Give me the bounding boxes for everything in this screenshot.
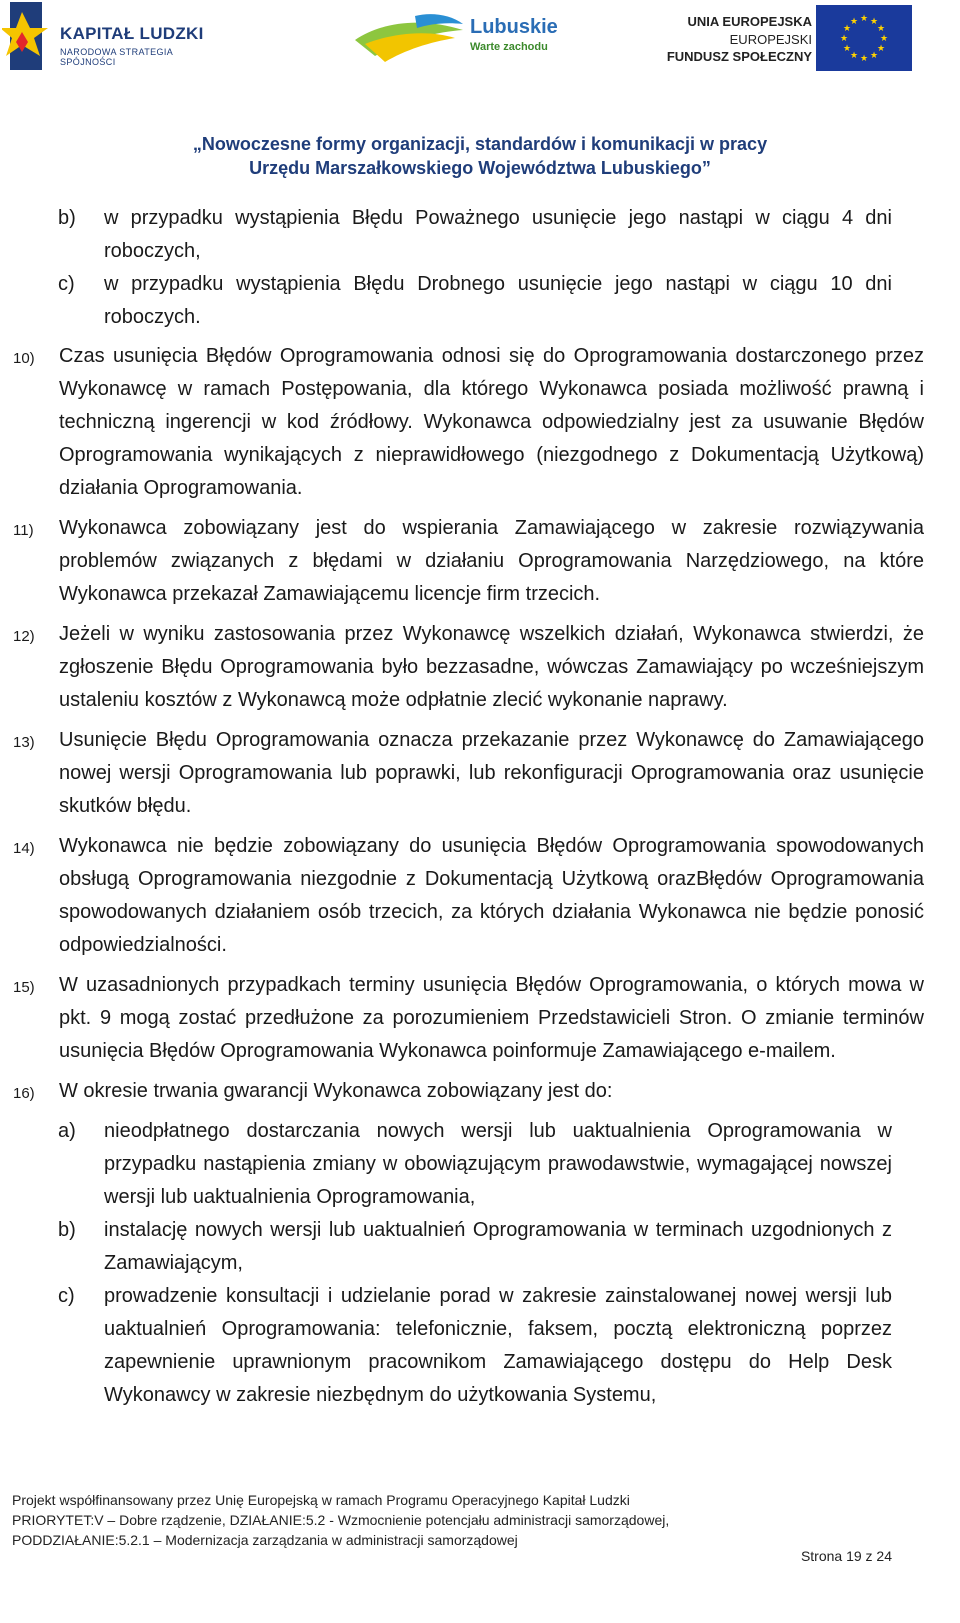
list-item: [0, 969, 960, 1068]
svg-text:★: ★: [859, 54, 869, 64]
svg-text:★: ★: [842, 24, 852, 34]
sublist-letter: b): [58, 207, 76, 229]
kapital-ludzki-logo: [2, 2, 212, 76]
list-item: [0, 1075, 960, 1108]
list-item-text: Jeżeli w wyniku zastosowania przez Wykonawcę wszelkich działań, Wykonawca stwierdzi, że zgłoszenie Błędu Oprogramowania było bezzasadne, wówczas Zamawiający po wcześniejszym ustaleniu kosztów z Wykonawcą może odpłatnie zlecić wykonanie naprawy.: [59, 623, 924, 711]
svg-text:★: ★: [842, 44, 852, 54]
list-item-number: 11): [13, 522, 34, 539]
list-item-text: W uzasadnionych przypadkach terminy usunięcia Błędów Oprogramowania, o których mowa w pkt. 9 mogą zostać przedłużone za porozumieniem Przedstawicieli Stron. O zmianie terminów usunięcia Błędów Oprogramowania Wykonawca poinformuje Zamawiającego e-mailem.: [59, 974, 924, 1062]
eu-line-2: EUROPEJSKI: [729, 32, 812, 47]
sublist-text: w przypadku wystąpienia Błędu Poważnego usunięcie jego nastąpi w ciągu 4 dni roboczych,: [104, 207, 892, 262]
svg-text:★: ★: [849, 17, 859, 27]
page-footer: [12, 1490, 942, 1550]
footer-line-2: PRIORYTET:V – Dobre rządzenie, DZIAŁANIE:5.2 - Wzmocnienie potencjału administracji samorządowej,: [12, 1512, 670, 1528]
svg-text:★: ★: [839, 34, 849, 44]
lubuskie-tagline: Warte zachodu: [470, 41, 548, 53]
svg-text:★: ★: [876, 44, 886, 54]
list-item-number: 14): [13, 840, 35, 857]
lubuskie-logo: [355, 10, 565, 74]
sublist-text: nieodpłatnego dostarczania nowych wersji lub uaktualnienia Oprogramowania w przypadku nastąpienia zmiany w obowiązującym prawodawstwie, wymagającej nowszej wersji lub uaktualnienia Oprogramowania,: [104, 1120, 892, 1208]
list-item-number: 15): [13, 979, 35, 996]
eu-line-3: FUNDUSZ SPOŁECZNY: [666, 49, 812, 64]
page-header: [0, 0, 960, 80]
list-item-text: Czas usunięcia Błędów Oprogramowania odnosi się do Oprogramowania dostarczonego przez Wykonawcę w ramach Postępowania, dla którego Wykonawca posiada możliwość prawną i techniczną ingerencji w kod źródłowy. Wykonawca odpowiedzialny jest za usuwanie Błędów Oprogramowania wynikających z nieprawidłowego (niezgodnego z Dokumentacją Użytkową) działania Oprogramowania.: [59, 345, 924, 499]
sublist-letter: b): [58, 1219, 76, 1241]
list-item-text: Wykonawca zobowiązany jest do wspierania Zamawiającego w zakresie rozwiązywania problemów związanych z błędami w działaniu Oprogramowania Narzędziowego, na które Wykonawca przekazał Zamawiającemu licencje firm trzecich.: [59, 517, 924, 605]
svg-text:★: ★: [879, 34, 889, 44]
kapital-ludzki-subtitle: NARODOWA STRATEGIA SPÓJNOŚCI: [60, 47, 173, 67]
sublist-letter: a): [58, 1120, 76, 1142]
list-item: [0, 618, 960, 717]
svg-text:★: ★: [859, 14, 869, 24]
sublist-letter: c): [58, 273, 75, 295]
kapital-ludzki-emblem-icon: [2, 2, 52, 72]
sublist-text: w przypadku wystąpienia Błędu Drobnego usunięcie jego nastąpi w ciągu 10 dni roboczych.: [104, 273, 892, 328]
lubuskie-name: Lubuskie: [470, 16, 558, 38]
list-item-number: 13): [13, 734, 35, 751]
document-title-line-1: „Nowoczesne formy organizacji, standardów i komunikacji w pracy: [192, 134, 768, 154]
eu-flag-icon: [816, 5, 912, 71]
sublist-text: instalację nowych wersji lub uaktualnień Oprogramowania w terminach uzgodnionych z Zamawiającym,: [104, 1219, 892, 1274]
list-item-text: W okresie trwania gwarancji Wykonawca zobowiązany jest do:: [59, 1080, 613, 1102]
list-item: [0, 724, 960, 823]
sublist-letter: c): [58, 1285, 75, 1307]
sublist-item: [0, 1115, 960, 1214]
svg-text:★: ★: [876, 24, 886, 34]
list-item: [0, 512, 960, 611]
document-body: [0, 202, 960, 1412]
list-item-text: Wykonawca nie będzie zobowiązany do usunięcia Błędów Oprogramowania spowodowanych obsługą Oprogramowania niezgodnie z Dokumentacją Użytkową orazBłędów Oprogramowania spowodowanych działaniem osób trzecich, za których działania Wykonawca nie będzie ponosić odpowiedzialności.: [59, 835, 924, 956]
list-item-number: 10): [13, 350, 35, 367]
page-number: Strona 19 z 24: [800, 1548, 892, 1564]
footer-line-1: Projekt współfinansowany przez Unię Europejską w ramach Programu Operacyjnego Kapitał Ludzki: [12, 1492, 630, 1508]
list-item: [0, 830, 960, 962]
svg-text:★: ★: [849, 51, 859, 61]
sublist-text: prowadzenie konsultacji i udzielanie porad w zakresie zainstalowanej nowej wersji lub uaktualnień Oprogramowania: telefonicznie, faksem, pocztą elektroniczną poprzez zapewnienie uprawnionym pracownikom Zamawiającego dostępu do Help Desk Wykonawcy w zakresie niezbędnym do użytkowania Systemu,: [104, 1285, 892, 1406]
list-item-text: Usunięcie Błędu Oprogramowania oznacza przekazanie przez Wykonawcę do Zamawiającego nowej wersji Oprogramowania lub poprawki, lub rekonfiguracji Oprogramowania oraz usunięcie skutków błędu.: [59, 729, 924, 817]
list-item-number: 16): [13, 1085, 35, 1102]
eu-logo: [650, 5, 912, 73]
footer-line-3: PODDZIAŁANIE:5.2.1 – Modernizacja zarządzania w administracji samorządowej: [12, 1532, 518, 1548]
sublist-item: [0, 1280, 960, 1412]
lubuskie-swoosh-icon: [355, 10, 465, 70]
document-title-line-2: Urzędu Marszałkowskiego Województwa Lubuskiego”: [249, 158, 711, 178]
sublist-item: [0, 1214, 960, 1280]
sublist-item: [0, 268, 960, 334]
eu-line-1: UNIA EUROPEJSKA: [687, 14, 812, 29]
kapital-ludzki-title: KAPITAŁ LUDZKI: [60, 24, 204, 43]
list-item-number: 12): [13, 628, 35, 645]
list-item: [0, 340, 960, 505]
sublist-item: [0, 202, 960, 268]
svg-text:★: ★: [869, 17, 879, 27]
svg-text:★: ★: [869, 51, 879, 61]
